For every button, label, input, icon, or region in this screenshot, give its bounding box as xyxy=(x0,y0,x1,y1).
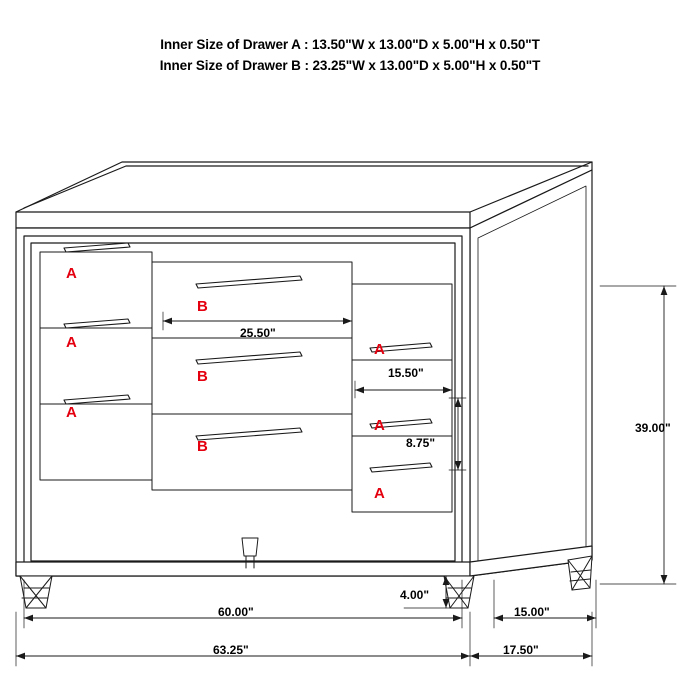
drawer-a-inner-size-note: Inner Size of Drawer A : 13.50"W x 13.00"D x 5.00"H x 0.50"T xyxy=(160,37,540,52)
dimension-label-4-00: 4.00" xyxy=(400,588,430,602)
dimension-label-63-25: 63.25" xyxy=(213,643,249,657)
dimension-label-60-00: 60.00" xyxy=(218,605,254,619)
dresser-side-panel xyxy=(470,170,592,576)
drawer-label-a6: A xyxy=(374,485,385,502)
dimension-label-25-50: 25.50" xyxy=(240,326,276,340)
dimension-label-17-50: 17.50" xyxy=(503,643,539,657)
drawer-label-a3: A xyxy=(66,404,77,421)
drawer-label-a5: A xyxy=(374,417,385,434)
drawer-label-a2: A xyxy=(66,334,77,351)
dimension-label-15-50: 15.50" xyxy=(388,366,424,380)
drawer-b-inner-size-note: Inner Size of Drawer B : 23.25"W x 13.00"D x 5.00"H x 0.50"T xyxy=(159,58,541,73)
dimension-label-8-75: 8.75" xyxy=(406,436,436,450)
drawer-label-b1: B xyxy=(197,298,208,315)
drawer-label-a1: A xyxy=(66,265,77,282)
dimension-label-15-00: 15.00" xyxy=(514,605,550,619)
drawer-fronts xyxy=(40,252,452,512)
drawer-label-a4: A xyxy=(374,341,385,358)
dimension-label-39-00: 39.00" xyxy=(635,421,671,435)
drawer-label-b2: B xyxy=(197,368,208,385)
drawer-label-b3: B xyxy=(197,438,208,455)
